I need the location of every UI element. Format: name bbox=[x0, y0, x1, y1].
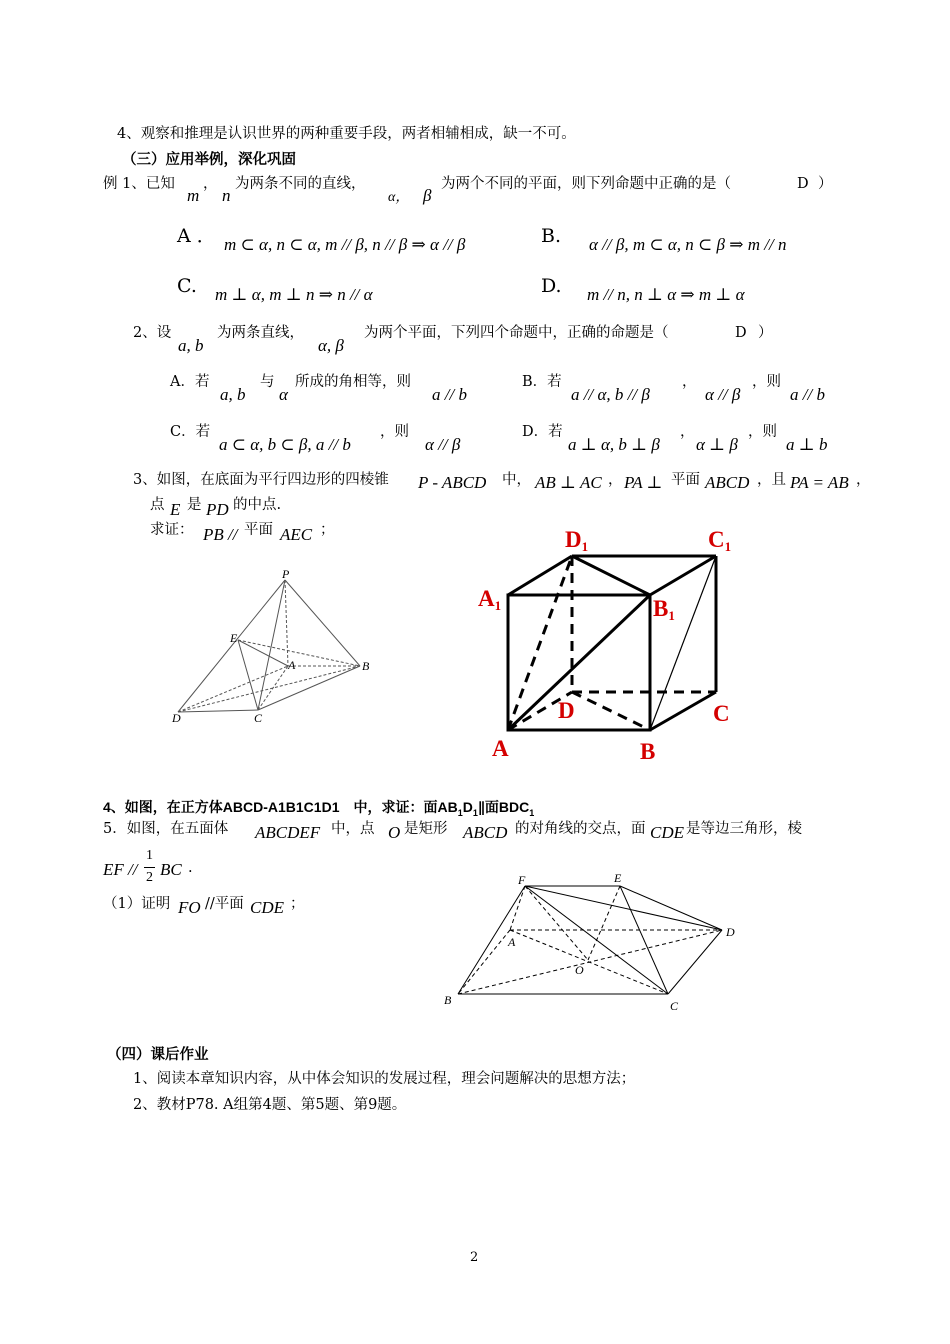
pyramid-label-d: D bbox=[172, 711, 181, 725]
ex3-line2-pd: PD bbox=[206, 500, 229, 519]
cube-label-d: D bbox=[558, 698, 575, 723]
ex5-m3: ABCD bbox=[463, 823, 508, 842]
pentahedron-hidden-edges bbox=[458, 886, 722, 994]
ex1-option-b-label: B. bbox=[541, 225, 562, 247]
ex5-part1-t2: //平面 bbox=[205, 896, 244, 912]
ex3-t5: ，且 bbox=[757, 472, 786, 488]
ex2-option-c-t1: ，则 bbox=[380, 424, 409, 440]
ex1-beta: β bbox=[423, 186, 432, 205]
ex2-answer: D bbox=[735, 325, 747, 341]
ex1-suffix: 为两个不同的平面，则下列命题中正确的是（ bbox=[441, 176, 731, 192]
ex1-close: ） bbox=[818, 176, 833, 192]
ex5-frac-bar bbox=[144, 867, 155, 868]
ex3-line3-t2: 平面 bbox=[244, 522, 273, 538]
ex3-m5: PA = AB bbox=[790, 473, 849, 492]
ex2-option-b-t1: ， bbox=[682, 374, 697, 390]
cube-label-b1: B1 bbox=[653, 596, 675, 623]
ex3-m3: PA ⊥ bbox=[624, 473, 663, 492]
ex5-t3: 是矩形 bbox=[404, 821, 448, 837]
ex2-option-a-m2: α bbox=[279, 385, 288, 404]
ex5-part1-fo: FO bbox=[178, 898, 201, 917]
ex1-alpha: α， bbox=[388, 190, 410, 205]
ex4-text: 4、如图，在正方体ABCD-A1B1C1D1 中，求证：面AB bbox=[103, 799, 458, 815]
ex5-t1: 5．如图，在五面体 bbox=[103, 821, 229, 837]
ex5-part1-t1: （1）证明 bbox=[103, 896, 171, 912]
ex2-option-d-t1: ， bbox=[680, 424, 695, 440]
ex1-option-a-math: m ⊂ α, n ⊂ α, m // β, n // β ⇒ α // β bbox=[224, 235, 466, 254]
page-number: 2 bbox=[470, 1250, 479, 1265]
ex2-close: ） bbox=[758, 325, 773, 341]
pyramid-label-a: A bbox=[288, 658, 296, 672]
ex1-option-d-math: m // n, n ⊥ α ⇒ m ⊥ α bbox=[587, 285, 745, 304]
ex1-option-b-math: α // β, m ⊂ α, n ⊂ β ⇒ m // n bbox=[589, 235, 787, 254]
ex2-option-c-label: C．若 bbox=[170, 424, 211, 440]
pentahedron-label-b: B bbox=[444, 993, 452, 1007]
example-4 bbox=[103, 799, 534, 819]
ex3-line2-t3: 的中点. bbox=[233, 497, 282, 513]
ex2-option-b-m1: a // α, b // β bbox=[571, 385, 650, 404]
ex4-sub2: 1 bbox=[472, 807, 478, 818]
homework-item-2: 2、教材P78. A组第4题、第5题、第9题。 bbox=[133, 1097, 407, 1113]
ex2-option-a-t1: 与 bbox=[260, 374, 275, 390]
pyramid-solid-edges bbox=[178, 580, 360, 712]
ex5-dot: . bbox=[188, 860, 193, 876]
ex2-option-d-label: D．若 bbox=[522, 424, 563, 440]
ex2-ab: a, b bbox=[178, 336, 204, 355]
pentahedron-label-d: D bbox=[726, 925, 735, 939]
ex1-comma: ， bbox=[203, 176, 218, 192]
ex2-option-a-m1: a, b bbox=[220, 385, 246, 404]
cube-face-diagonal-bc1 bbox=[650, 556, 716, 730]
ex1-prefix: 例 1、已知 bbox=[103, 176, 175, 192]
ex2-option-b-m3: a // b bbox=[790, 385, 825, 404]
section-3-title: （三）应用举例，深化巩固 bbox=[122, 151, 296, 168]
ex1-n: n bbox=[222, 186, 231, 205]
ex2-option-d-m2: α ⊥ β bbox=[696, 435, 738, 454]
ex3-line3-t1: 求证： bbox=[150, 522, 194, 538]
ex2-suffix: 为两个平面，下列四个命题中，正确的命题是（ bbox=[364, 325, 669, 341]
pentahedron-figure bbox=[440, 868, 750, 1018]
ex3-line2-t2: 是 bbox=[187, 497, 202, 513]
ex5-m1: ABCDEF bbox=[255, 823, 321, 842]
ex4-t2: D bbox=[462, 799, 473, 815]
ex4-t3: ∥面BDC bbox=[477, 799, 530, 815]
ex3-line2-e: E bbox=[170, 500, 181, 519]
ex5-part1-cde: CDE bbox=[250, 898, 284, 917]
pentahedron-label-f: F bbox=[518, 873, 526, 887]
ex2-option-a-t2: 所成的角相等，则 bbox=[295, 374, 411, 390]
cube-label-a: A bbox=[492, 736, 509, 761]
pentahedron-label-a: A bbox=[508, 935, 516, 949]
ex2-option-b-label: B．若 bbox=[522, 374, 562, 390]
ex1-answer: D bbox=[797, 176, 809, 192]
cube-figure bbox=[470, 520, 750, 770]
ex5-ef: EF // bbox=[103, 860, 138, 879]
ex3-t2: 中， bbox=[502, 472, 531, 488]
ex5-t2: 中，点 bbox=[331, 821, 375, 837]
pyramid-label-p: P bbox=[282, 567, 290, 581]
ex5-frac-num: 1 bbox=[146, 848, 153, 863]
ex2-mid: 为两条直线， bbox=[217, 325, 304, 341]
ex3-t1: 3、如图，在底面为平行四边形的四棱锥 bbox=[133, 472, 389, 488]
ex4-sub3: 1 bbox=[529, 807, 535, 818]
ex2-option-b-t2: ，则 bbox=[752, 374, 781, 390]
ex3-t3: ， bbox=[608, 472, 623, 488]
ex3-t4: 平面 bbox=[671, 472, 700, 488]
pyramid-label-c: C bbox=[254, 711, 263, 725]
ex2-option-c-m1: a ⊂ α, b ⊂ β, a // b bbox=[219, 435, 351, 454]
ex1-m: m bbox=[187, 186, 200, 205]
pyramid-label-b: B bbox=[362, 659, 370, 673]
cube-label-b: B bbox=[640, 739, 656, 764]
ex5-m4: CDE bbox=[650, 823, 684, 842]
ex2-prefix: 2、设 bbox=[133, 325, 172, 341]
ex3-m1: P - ABCD bbox=[418, 473, 487, 492]
pyramid-label-e: E bbox=[230, 631, 238, 645]
ex2-alpha-beta: α, β bbox=[318, 336, 344, 355]
ex4-sub1: 1 bbox=[457, 807, 463, 818]
cube-hidden-edges bbox=[508, 556, 716, 730]
pentahedron-label-c: C bbox=[670, 999, 679, 1013]
ex3-t6: ， bbox=[856, 472, 871, 488]
ex5-t4: 的对角线的交点，面 bbox=[515, 821, 646, 837]
ex1-option-a-label: A ． bbox=[177, 225, 216, 247]
ex5-t5: 是等边三角形，棱 bbox=[686, 821, 802, 837]
ex5-bc: BC bbox=[160, 860, 182, 879]
ex2-option-a-m3: a // b bbox=[432, 385, 467, 404]
ex3-line3-aec: AEC bbox=[280, 525, 313, 544]
cube-label-a1: A1 bbox=[478, 586, 502, 613]
ex3-m4: ABCD bbox=[705, 473, 750, 492]
homework-item-1: 1、阅读本章知识内容，从中体会知识的发展过程，理会问题解决的思想方法； bbox=[133, 1071, 636, 1087]
ex1-option-d-label: D. bbox=[541, 275, 562, 297]
pentahedron-label-e: E bbox=[614, 871, 622, 885]
ex1-option-c-math: m ⊥ α, m ⊥ n ⇒ n // α bbox=[215, 285, 373, 304]
ex3-line3-t3: ； bbox=[320, 522, 335, 538]
pyramid-figure bbox=[170, 567, 370, 730]
cube-label-d1: D1 bbox=[565, 527, 589, 554]
ex2-option-d-m1: a ⊥ α, b ⊥ β bbox=[568, 435, 660, 454]
ex3-m2: AB ⊥ AC bbox=[535, 473, 602, 492]
ex5-m2: O bbox=[388, 823, 401, 842]
ex3-line3-pb: PB // bbox=[203, 525, 238, 544]
ex2-option-c-m2: α // β bbox=[425, 435, 461, 454]
ex1-option-c-label: C. bbox=[177, 275, 197, 297]
ex5-part1-t3: ； bbox=[290, 896, 305, 912]
ex2-option-d-t2: ，则 bbox=[748, 424, 777, 440]
ex2-option-a-label: A．若 bbox=[170, 374, 210, 390]
ex2-option-b-m2: α // β bbox=[705, 385, 741, 404]
ex5-frac-den: 2 bbox=[146, 870, 153, 885]
ex3-line2-t1: 点 bbox=[150, 497, 165, 513]
section-4-title: （四）课后作业 bbox=[107, 1046, 209, 1063]
ex2-option-d-m3: a ⊥ b bbox=[786, 435, 828, 454]
pentahedron-label-o: O bbox=[575, 963, 584, 977]
cube-label-c: C bbox=[713, 701, 730, 726]
ex1-mid: 为两条不同的直线， bbox=[235, 176, 366, 192]
observation-line: 4、观察和推理是认识世界的两种重要手段，两者相辅相成，缺一不可。 bbox=[117, 126, 576, 142]
cube-label-c1: C1 bbox=[708, 527, 732, 554]
pentahedron-solid-edges bbox=[458, 886, 722, 994]
